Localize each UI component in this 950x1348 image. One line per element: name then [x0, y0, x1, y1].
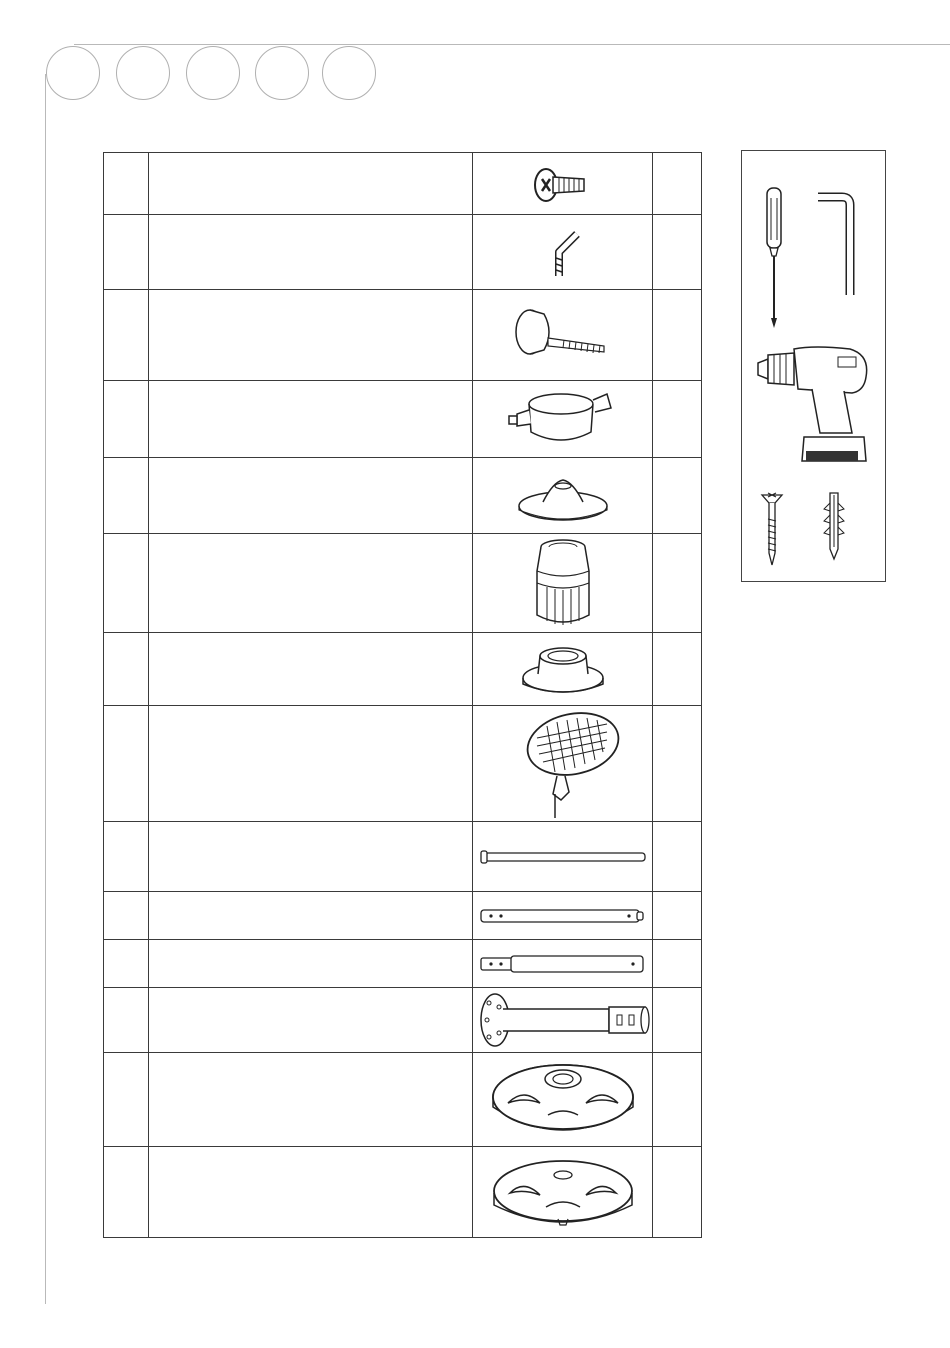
- part-id: [104, 1053, 149, 1147]
- wall-plug-icon: [822, 489, 846, 564]
- clamp-ring-icon: [503, 386, 623, 452]
- part-id: [104, 940, 149, 988]
- part-id: [104, 633, 149, 706]
- short-pole-icon: [477, 952, 649, 976]
- hex-key-icon: [812, 191, 862, 301]
- part-quantity: [653, 892, 702, 940]
- long-pole-icon: [477, 847, 649, 867]
- table-row: [104, 988, 702, 1053]
- part-quantity: [653, 290, 702, 381]
- part-picture: [473, 1147, 653, 1238]
- part-description: [149, 215, 473, 290]
- part-picture: [473, 215, 653, 290]
- section-circle-2: [116, 46, 170, 100]
- table-row: [104, 153, 702, 215]
- tools-panel: [741, 150, 886, 582]
- part-quantity: [653, 153, 702, 215]
- part-description: [149, 706, 473, 822]
- part-description: [149, 1053, 473, 1147]
- table-row: [104, 534, 702, 633]
- base-upper-icon: [488, 1057, 638, 1143]
- part-picture: [473, 1053, 653, 1147]
- table-row: [104, 940, 702, 988]
- part-quantity: [653, 940, 702, 988]
- part-quantity: [653, 988, 702, 1053]
- part-picture: [473, 822, 653, 892]
- part-picture: [473, 458, 653, 534]
- part-id: [104, 892, 149, 940]
- part-id: [104, 822, 149, 892]
- allen-key-icon: [533, 222, 593, 282]
- part-id: [104, 1147, 149, 1238]
- part-id: [104, 534, 149, 633]
- section-circle-4: [255, 46, 309, 100]
- page-left-rule: [45, 74, 46, 1304]
- part-id: [104, 153, 149, 215]
- table-row: [104, 1053, 702, 1147]
- part-id: [104, 381, 149, 458]
- section-circle-5: [322, 46, 376, 100]
- knob-screw-icon: [508, 300, 618, 370]
- part-picture: [473, 892, 653, 940]
- part-id: [104, 988, 149, 1053]
- part-quantity: [653, 633, 702, 706]
- part-id: [104, 706, 149, 822]
- part-description: [149, 153, 473, 215]
- cover-disc-icon: [513, 466, 613, 526]
- part-picture: [473, 381, 653, 458]
- part-quantity: [653, 1147, 702, 1238]
- part-description: [149, 988, 473, 1053]
- part-description: [149, 1147, 473, 1238]
- part-picture: [473, 988, 653, 1053]
- bolt-icon: [528, 159, 598, 209]
- part-description: [149, 290, 473, 381]
- part-description: [149, 940, 473, 988]
- table-row: [104, 215, 702, 290]
- part-picture: [473, 153, 653, 215]
- part-quantity: [653, 458, 702, 534]
- flange-ring-icon: [518, 638, 608, 700]
- table-row: [104, 822, 702, 892]
- part-picture: [473, 940, 653, 988]
- table-row: [104, 633, 702, 706]
- parts-table: [103, 152, 702, 1238]
- section-circle-3: [186, 46, 240, 100]
- base-lower-icon: [488, 1151, 638, 1233]
- part-quantity: [653, 706, 702, 822]
- part-id: [104, 215, 149, 290]
- part-picture: [473, 633, 653, 706]
- part-quantity: [653, 215, 702, 290]
- part-quantity: [653, 822, 702, 892]
- heater-head-icon: [503, 708, 623, 820]
- page-top-rule: [74, 44, 950, 45]
- table-row: [104, 290, 702, 381]
- part-description: [149, 822, 473, 892]
- part-description: [149, 381, 473, 458]
- section-circle-1: [46, 46, 100, 100]
- part-id: [104, 458, 149, 534]
- table-row: [104, 1147, 702, 1238]
- power-drill-icon: [754, 343, 872, 473]
- base-pole-icon: [475, 991, 651, 1049]
- part-quantity: [653, 381, 702, 458]
- part-description: [149, 892, 473, 940]
- part-description: [149, 458, 473, 534]
- wood-screw-icon: [760, 489, 784, 569]
- part-quantity: [653, 534, 702, 633]
- connector-sleeve-icon: [523, 537, 603, 629]
- part-picture: [473, 534, 653, 633]
- part-description: [149, 633, 473, 706]
- middle-pole-icon: [477, 906, 649, 926]
- part-picture: [473, 706, 653, 822]
- table-row: [104, 381, 702, 458]
- part-id: [104, 290, 149, 381]
- part-description: [149, 534, 473, 633]
- part-quantity: [653, 1053, 702, 1147]
- table-row: [104, 892, 702, 940]
- screwdriver-icon: [762, 186, 786, 331]
- part-picture: [473, 290, 653, 381]
- table-row: [104, 706, 702, 822]
- table-row: [104, 458, 702, 534]
